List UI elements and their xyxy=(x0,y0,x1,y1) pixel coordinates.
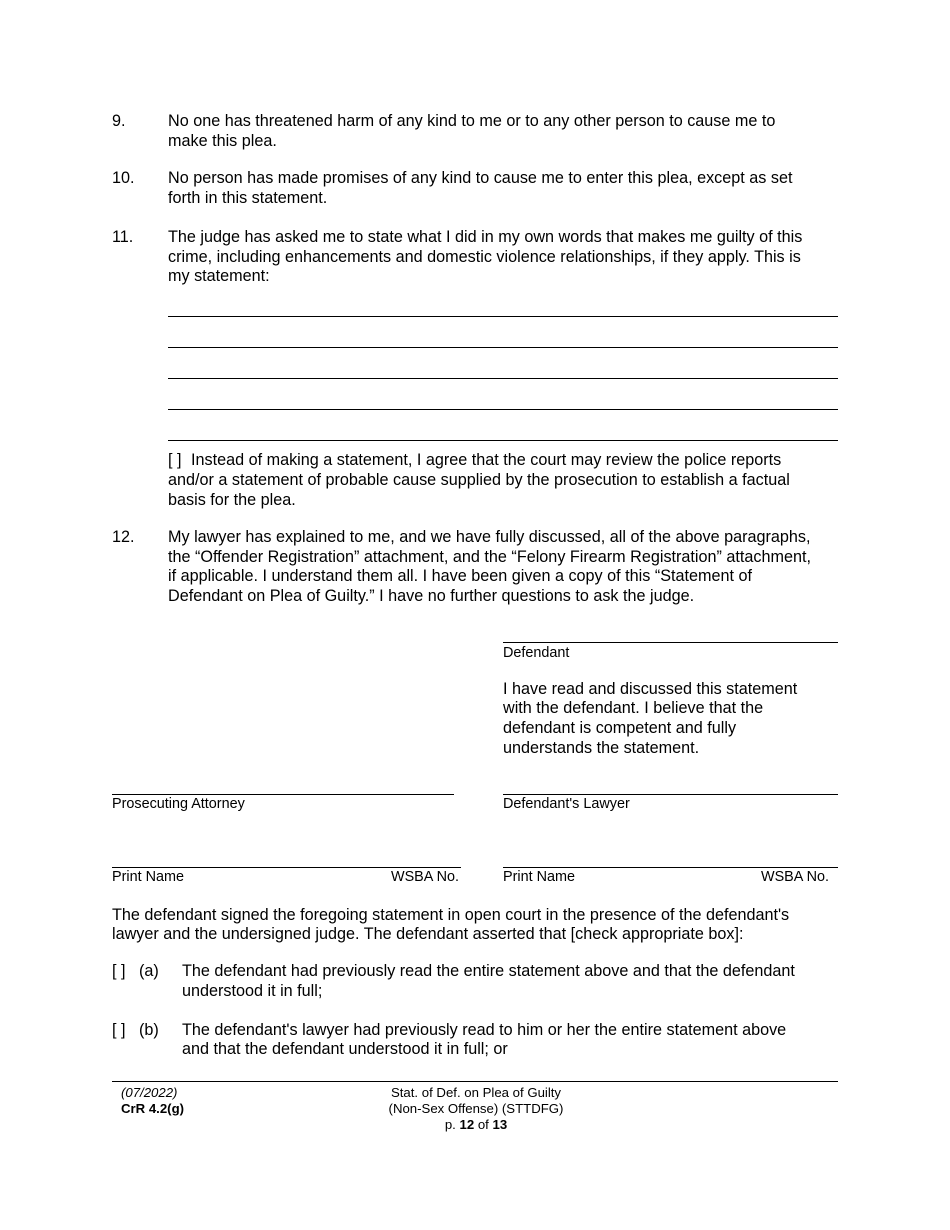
item-12-line-2: the “Offender Registration” attachment, and the “Felony Firearm Registration” attachment, xyxy=(168,548,812,566)
page-prefix: p. xyxy=(444,1117,456,1132)
item-12-line-3: if applicable. I understand them all. I have been given a copy of this “Statement of xyxy=(168,567,752,585)
lawyer-statement-line-4: understands the statement. xyxy=(503,739,700,757)
statement-line-3[interactable] xyxy=(168,378,838,379)
statement-line-1[interactable] xyxy=(168,316,838,317)
prosecutor-print-name-label: Print Name xyxy=(112,869,184,885)
police-report-line-1: Instead of making a statement, I agree that the court may review the police reports xyxy=(191,451,782,469)
police-report-line-2: and/or a statement of probable cause supplied by the prosecution to establish a factual xyxy=(168,471,790,489)
item-12-line-1: My lawyer has explained to me, and we have fully discussed, all of the above paragraphs, xyxy=(168,528,811,546)
lawyer-statement-line-1: I have read and discussed this statement xyxy=(503,680,798,698)
page-current: 12 xyxy=(459,1117,475,1132)
option-a-line-2: understood it in full; xyxy=(182,982,323,1000)
prosecuting-attorney-signature-line[interactable] xyxy=(112,794,454,795)
statement-line-4[interactable] xyxy=(168,409,838,410)
option-b-line-1: The defendant's lawyer had previously read to him or her the entire statement above xyxy=(182,1021,787,1039)
lawyer-statement-line-2: with the defendant. I believe that the xyxy=(503,699,764,717)
item-11-line-1: The judge has asked me to state what I did in my own words that makes me guilty of this xyxy=(168,228,803,246)
page-total: 13 xyxy=(492,1117,508,1132)
item-10-line-1: No person has made promises of any kind to cause me to enter this plea, except as set xyxy=(168,169,793,187)
defendants-lawyer-signature-line[interactable] xyxy=(503,794,838,795)
footer-date: (07/2022) xyxy=(121,1085,178,1100)
item-9-line-1: No one has threatened harm of any kind to me or to any other person to cause me to xyxy=(168,112,776,130)
option-a-line-1: The defendant had previously read the entire statement above and that the defendant xyxy=(182,962,795,980)
item-11-line-3: my statement: xyxy=(168,267,270,285)
defendants-lawyer-label: Defendant's Lawyer xyxy=(503,796,630,812)
police-report-line-3: basis for the plea. xyxy=(168,491,296,509)
item-12-line-4: Defendant on Plea of Guilty.” I have no further questions to ask the judge. xyxy=(168,587,695,605)
footer-rule xyxy=(112,1081,838,1082)
item-10-number: 10. xyxy=(112,169,135,187)
item-9-number: 9. xyxy=(112,112,126,130)
option-b-letter: (b) xyxy=(139,1021,159,1039)
statement-line-5[interactable] xyxy=(168,440,838,441)
lawyer-statement-line-3: defendant is competent and fully xyxy=(503,719,737,737)
lawyer-print-name-label: Print Name xyxy=(503,869,575,885)
item-11-number: 11. xyxy=(112,228,134,246)
prosecuting-attorney-label: Prosecuting Attorney xyxy=(112,796,245,812)
option-a-letter: (a) xyxy=(139,962,159,980)
police-report-checkbox[interactable]: [ ] xyxy=(168,451,182,469)
court-intro-line-2: lawyer and the undersigned judge. The defendant asserted that [check appropriate box]: xyxy=(112,925,744,943)
defendant-signature-line[interactable] xyxy=(503,642,838,643)
prosecutor-print-name-line[interactable] xyxy=(112,867,461,868)
option-a-checkbox[interactable]: [ ] xyxy=(112,962,126,980)
footer-title-line-2: (Non-Sex Offense) (STTDFG) xyxy=(388,1101,564,1116)
item-11-line-2: crime, including enhancements and domestic violence relationships, if they apply. This is xyxy=(168,248,801,266)
prosecutor-wsba-label: WSBA No. xyxy=(391,869,459,885)
lawyer-print-name-line[interactable] xyxy=(503,867,838,868)
option-b-line-2: and that the defendant understood it in full; or xyxy=(182,1040,508,1058)
court-intro-line-1: The defendant signed the foregoing statement in open court in the presence of the defendant's xyxy=(112,906,790,924)
footer-title-line-1: Stat. of Def. on Plea of Guilty xyxy=(390,1085,562,1100)
footer-rule-citation: CrR 4.2(g) xyxy=(121,1101,185,1116)
item-10-line-2: forth in this statement. xyxy=(168,189,328,207)
lawyer-wsba-label: WSBA No. xyxy=(761,869,829,885)
defendant-label: Defendant xyxy=(503,645,570,661)
footer-page-number xyxy=(326,1117,626,1133)
statement-line-2[interactable] xyxy=(168,347,838,348)
option-b-checkbox[interactable]: [ ] xyxy=(112,1021,126,1039)
item-12-number: 12. xyxy=(112,528,135,546)
page-of: of xyxy=(477,1117,489,1132)
item-9-line-2: make this plea. xyxy=(168,132,277,150)
